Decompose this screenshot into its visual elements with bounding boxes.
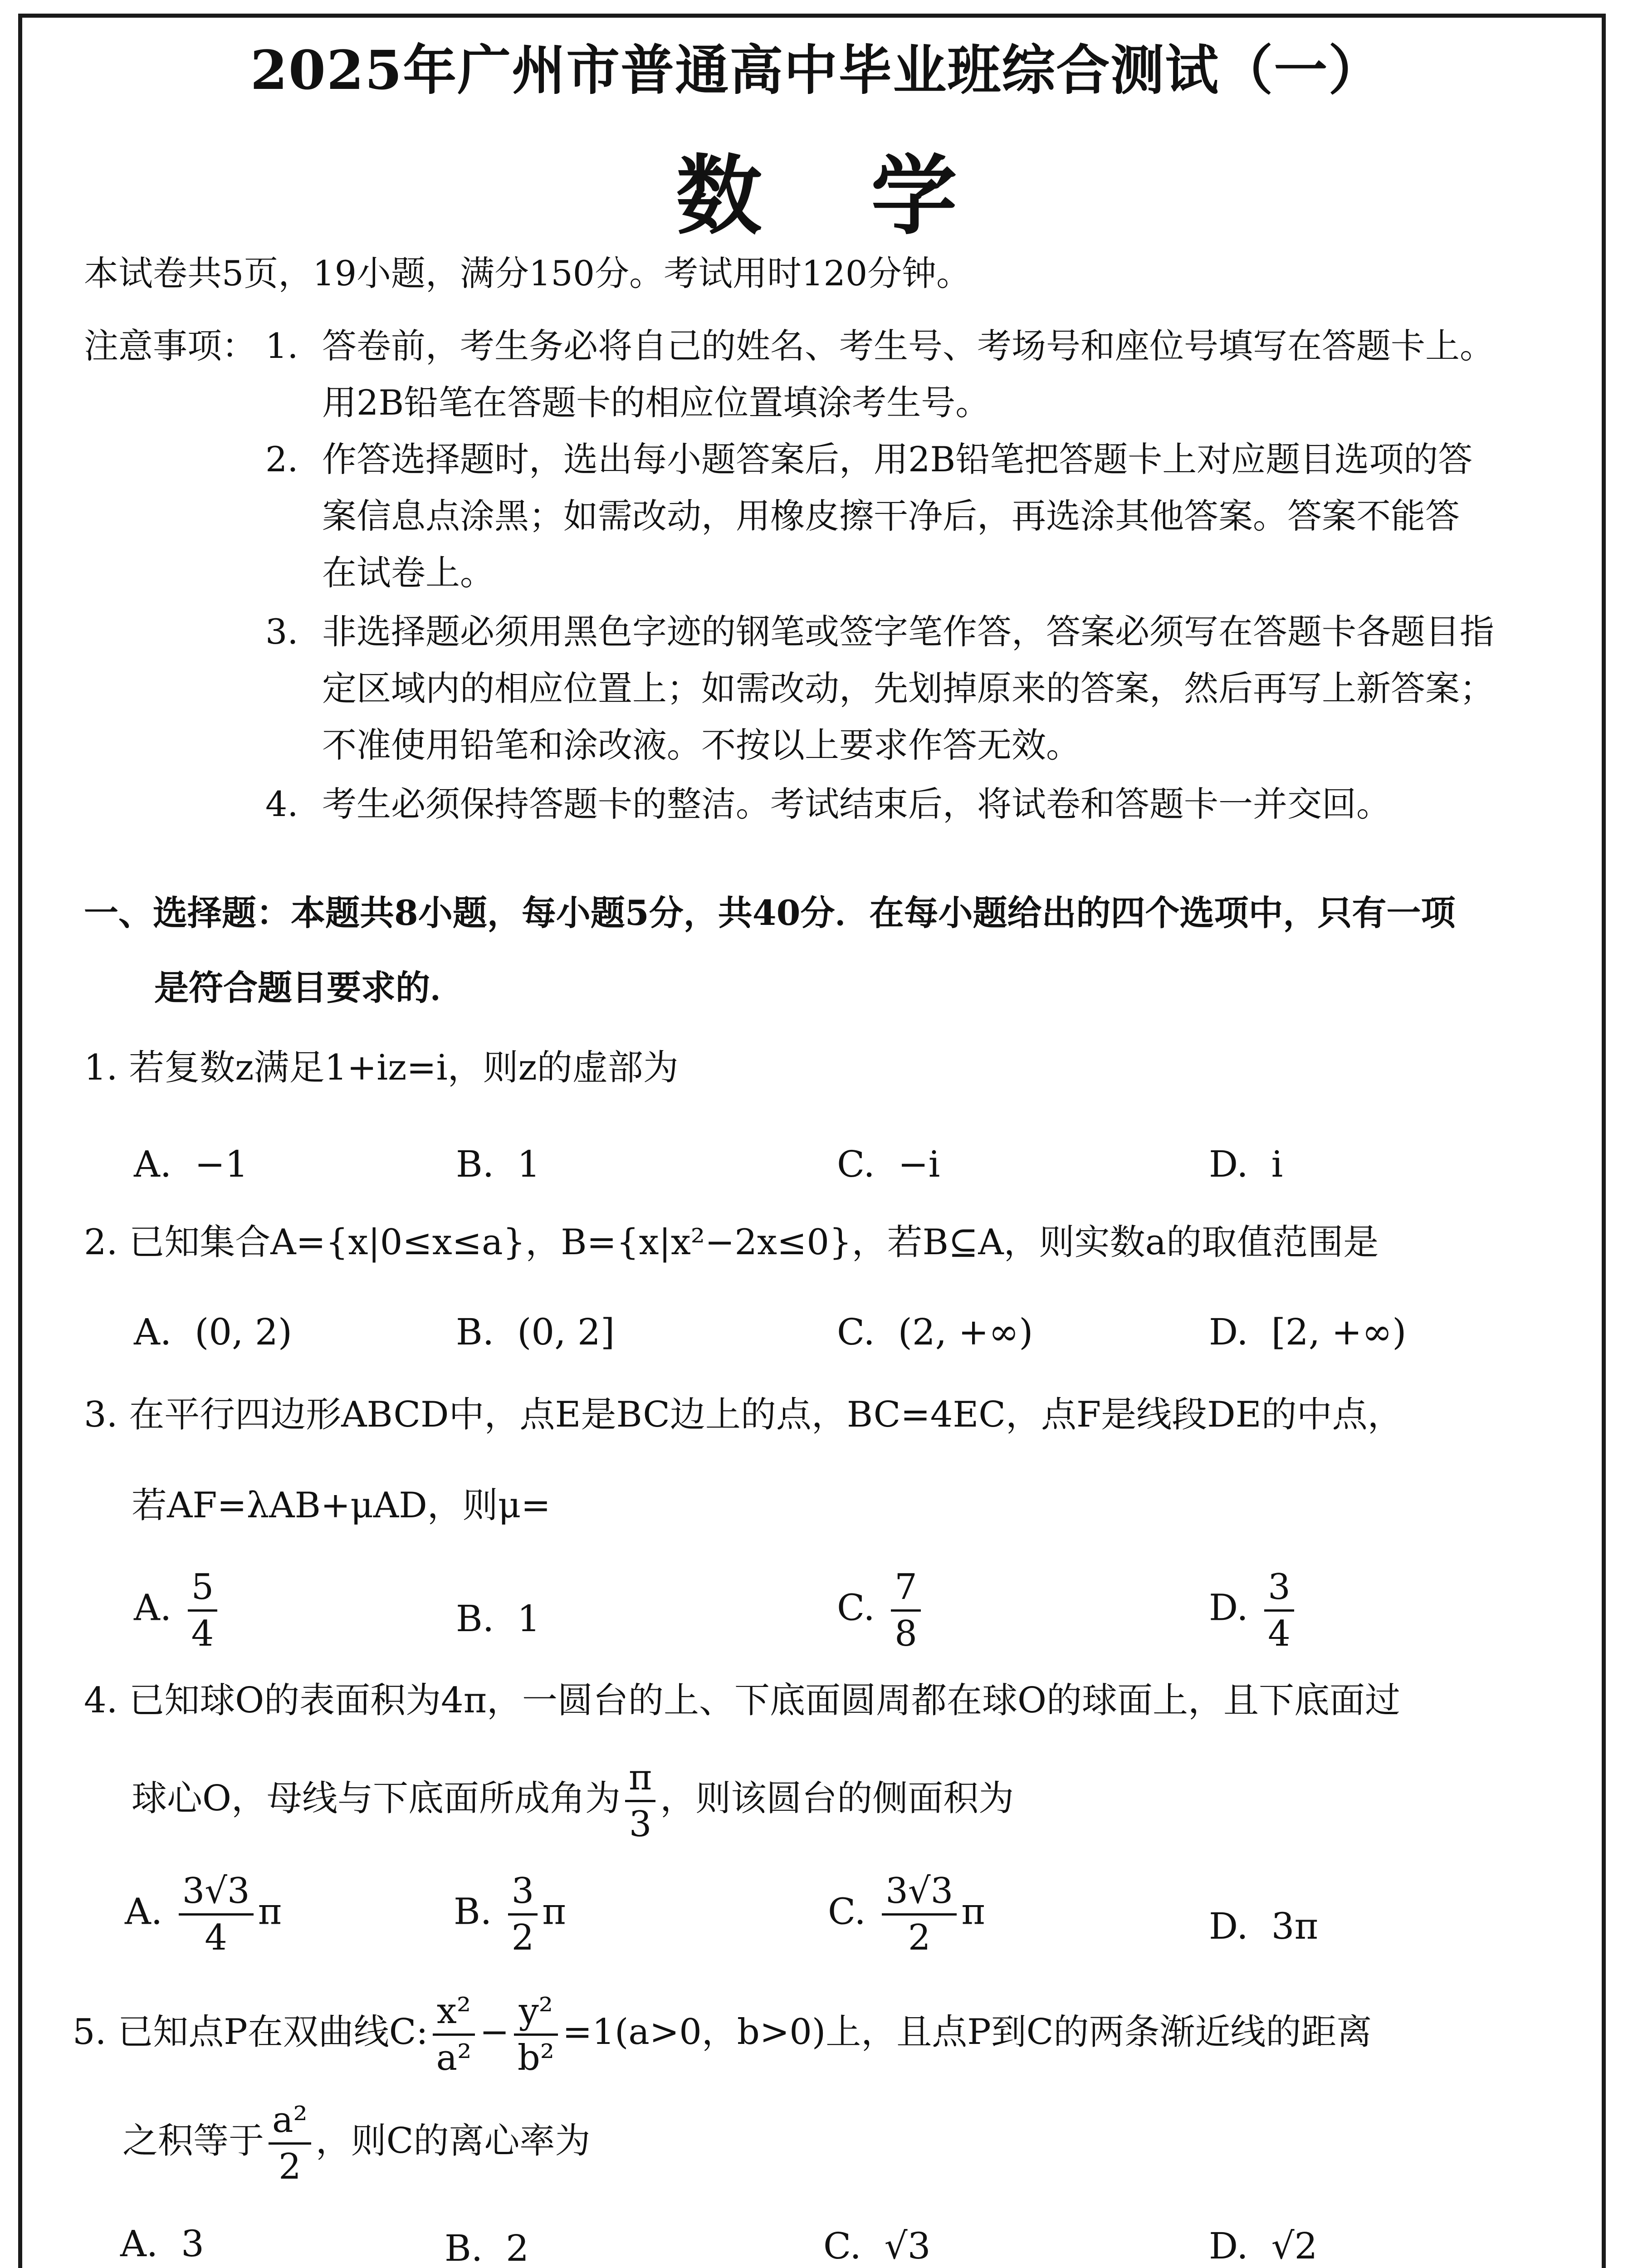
question-text: 已知集合A={x|0≤x≤a}，B={x|x²−2x≤0}，若B⊆A，则实数a的取值范围是 [129,1222,1379,1263]
note-line: 用2B铅笔在答题卡的相应位置填涂考生号。 [322,382,990,423]
subject-char-1: 数 [675,145,762,246]
note-number: 2. [265,439,298,479]
note-line: 定区域内的相应位置上；如需改动，先划掉原来的答案，然后再写上新答案； [322,668,1494,709]
question-1 [84,1047,679,1088]
note-line: 在试卷上。 [322,552,494,593]
notice-label: 注意事项： [84,326,256,366]
note-number: 3. [265,611,298,652]
q4-option-c: C. $\frac{3√3}{2}$ π [828,1871,985,1958]
q1-option-b: B. 1 [456,1143,540,1185]
note-number: 4. [265,784,298,824]
subject-title [0,127,1633,251]
exam-title: 2025年广州市普通高中毕业班综合测试（一） [250,39,1383,102]
q3-option-c: C. $\frac{7}{8}$ [837,1569,925,1652]
q1-option-a: A. −1 [134,1143,248,1185]
question-number: 5. [73,2012,107,2053]
question-5: 5. 已知点P在双曲线C: $\frac{\text{x²}}{\text{a²}}$ − $\frac{\text{y²}}{\text{b²}}$ =1(a>0，b>0)上，且点P到C的两条渐近线的距离 [73,1991,1372,2078]
note-line: 案信息点涂黑；如需改动，用橡皮擦干净后，再选涂其他答案。答案不能答 [322,496,1460,536]
question-number: 1. [84,1047,118,1088]
question-3 [84,1394,1403,1435]
q2-option-c: C. (2, +∞) [837,1311,1033,1353]
q3-option-b: B. 1 [456,1598,540,1640]
note-number: 1. [265,326,298,366]
q1-option-c: C. −i [837,1143,940,1185]
q1-option-d: D. i [1209,1143,1283,1185]
exam-summary: 本试卷共5页，19小题，满分150分。考试用时120分钟。 [84,253,971,293]
question-3-cont: 若AF=λAB+μAD，则μ= [132,1485,551,1526]
question-number: 3. [84,1394,118,1435]
question-4-cont: 球心O，母线与下底面所成角为 $\frac{\pi}{3}$ ，则该圆台的侧面积为 [132,1757,1014,1845]
q3-option-d: D. $\frac{3}{4}$ [1209,1569,1299,1652]
question-2 [84,1222,1379,1263]
question-5-cont: 之积等于 $\frac{\text{a²}}{2}$ ，则C的离心率为 [122,2100,591,2187]
q2-option-b: B. (0, 2] [456,1311,615,1353]
note-line: 答卷前，考生务必将自己的姓名、考生号、考场号和座位号填写在答题卡上。 [322,326,1494,366]
question-text: 若复数z满足1+iz=i，则z的虚部为 [129,1047,679,1088]
note-line: 作答选择题时，选出每小题答案后，用2B铅笔把答题卡上对应题目选项的答 [322,439,1473,479]
note-line: 不准使用铅笔和涂改液。不按以上要求作答无效。 [322,725,1081,765]
subject-char-2: 学 [871,145,958,246]
question-text: 已知球O的表面积为4π，一圆台的上、下底面圆周都在球O的球面上，且下底面过 [129,1680,1401,1721]
q5-option-d: D. √2 [1209,2225,1318,2267]
note-line: 非选择题必须用黑色字迹的钢笔或签字笔作答，答案必须写在答题卡各题目指 [322,611,1494,652]
section-heading-cont: 是符合题目要求的． [154,968,464,1008]
note-line: 考生必须保持答题卡的整洁。考试结束后，将试卷和答题卡一并交回。 [322,784,1391,824]
question-number: 4. [84,1680,118,1721]
q5-option-b: B. 2 [445,2227,529,2268]
question-text: 在平行四边形ABCD中，点E是BC边上的点，BC=4EC，点F是线段DE的中点， [129,1394,1403,1435]
question-4 [84,1680,1401,1721]
q2-option-d: D. [2, +∞) [1209,1311,1407,1353]
q4-option-d: D. 3π [1209,1905,1319,1947]
q4-option-b: B. $\frac{3}{2}$ π [454,1871,566,1958]
section-heading: 一、选择题：本题共8小题，每小题5分，共40分．在每小题给出的四个选项中，只有一项 [84,893,1456,933]
q5-option-c: C. √3 [823,2225,931,2267]
q3-option-a: A. $\frac{5}{4}$ [134,1569,222,1652]
q5-option-a: A. 3 [120,2223,204,2265]
question-number: 2. [84,1222,118,1263]
q2-option-a: A. (0, 2) [134,1311,293,1353]
q4-option-a: A. $\frac{3√3}{4}$ π [125,1871,282,1958]
